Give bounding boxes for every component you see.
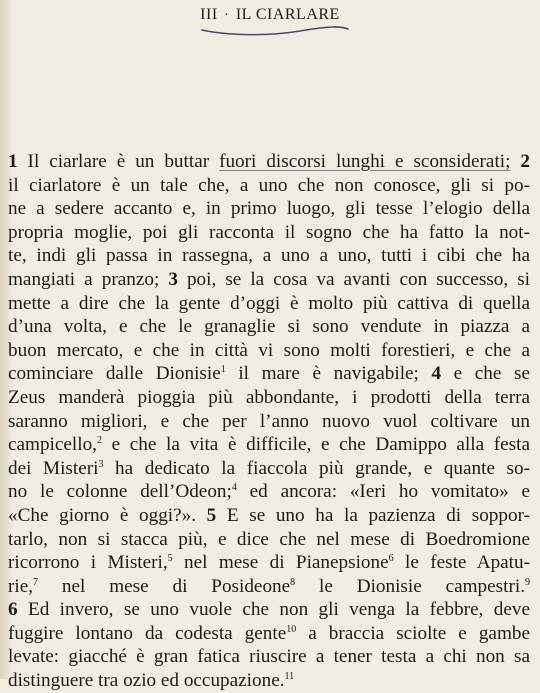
footnote-marker: 10 (286, 623, 297, 635)
text-segment: le feste Apatu- (393, 552, 530, 574)
text-segment: campicello, (8, 434, 97, 456)
text-line (8, 174, 530, 198)
text-segment: Zeus manderà pioggia più abbondante, i prodotti della terra (8, 386, 530, 408)
text-segment: te, indi gli passa in rassegna, a uno a uno, tutti i cibi che ha (8, 245, 530, 267)
text-segment: le Dionisie campestri. (295, 575, 525, 597)
text-segment: E se uno ha la pazienza di soppor- (216, 504, 530, 526)
text-line (8, 362, 530, 386)
text-segment: nel mese di Posideone (38, 575, 291, 597)
text-segment: nel mese di Pianepsione (172, 552, 389, 574)
text-segment: ne a sedere accanto e, in primo luogo, gli tesse l’elogio della (8, 198, 530, 220)
text-segment: il mare è navigabile; (225, 363, 432, 385)
text-segment: ricorrono i Misteri, (8, 552, 168, 574)
footnote-marker: 5 (167, 553, 173, 565)
text-segment: cominciare dalle Dionisie (8, 363, 221, 385)
text-line (8, 197, 530, 221)
section-number: 6 (8, 599, 18, 621)
text-segment: d’una volta, e che le granaglie si sono vendute in piazza a (8, 316, 530, 338)
text-segment: «Che giorno è oggi?». (8, 504, 207, 526)
header-separator: · (224, 8, 230, 23)
chapter-number: III (200, 6, 218, 23)
chapter-title: IL CIARLARE (235, 6, 340, 23)
footnote-marker: 1 (220, 364, 226, 376)
footnote-marker: 9 (525, 576, 530, 588)
text-line (8, 433, 530, 457)
text-line (8, 221, 530, 245)
text-segment (510, 151, 520, 172)
footnote-marker: 4 (231, 482, 237, 494)
section-number: 1 (8, 151, 18, 172)
text-segment: levate: giacché è gran fatica riuscire a tener testa a chi non sa (8, 646, 530, 668)
text-segment: mangiati a pranzo; (8, 268, 169, 290)
text-line (8, 645, 530, 669)
text-segment: Il ciarlare è un buttar (17, 151, 220, 172)
text-segment: distinguere tra ozio ed occupazione. (8, 670, 285, 692)
text-segment: ha dedicato la fiaccola più grande, e quante so- (103, 457, 530, 479)
text-line (8, 622, 530, 646)
footnote-marker: 3 (98, 458, 104, 470)
text-line (8, 292, 530, 316)
text-line (8, 457, 530, 481)
text-line (8, 339, 530, 363)
text-segment: e che la vita è difficile, e che Damippo alla festa (101, 434, 530, 456)
text-segment: a braccia sciolte e gambe (296, 622, 530, 644)
chapter-body-text (8, 150, 530, 693)
text-line (8, 150, 530, 174)
text-segment: e che se (441, 363, 530, 385)
footnote-marker: 7 (33, 576, 39, 588)
text-line (8, 268, 530, 292)
text-line (8, 575, 530, 599)
section-number: 5 (206, 504, 217, 526)
section-number: 3 (168, 268, 178, 290)
pen-underline-mark (200, 22, 350, 38)
text-segment: mette a dire che la gente d’oggi è molto più cattiva di quella (8, 292, 530, 314)
section-number: 2 (520, 151, 530, 172)
text-segment: dei Misteri (8, 457, 99, 479)
text-line (8, 244, 530, 268)
text-segment: tarlo, non si stacca più, e dice che nel mese di Boedromione (8, 528, 530, 550)
text-line (8, 410, 530, 434)
text-line (8, 315, 530, 339)
footnote-marker: 8 (290, 576, 296, 588)
footnote-marker: 2 (96, 435, 102, 447)
section-number: 4 (431, 363, 442, 385)
text-line (8, 598, 530, 622)
text-line (8, 504, 530, 528)
text-segment: fuggire lontano da codesta gente (8, 622, 287, 644)
text-segment: ed ancora: «Ieri ho vomitato» e (236, 481, 530, 503)
text-segment: poi, se la cosa va avanti con successo, si (177, 268, 530, 290)
text-segment: Ed invero, se uno vuole che non gli venga la febbre, deve (17, 599, 530, 621)
underlined-text: fuori discorsi lunghi e sconsiderati; (219, 151, 511, 172)
text-line (8, 528, 530, 552)
text-line (8, 551, 530, 575)
text-segment: saranno migliori, e che per l’anno nuovo vuol coltivare un (8, 410, 530, 432)
footnote-marker: 6 (388, 553, 394, 565)
text-segment: rie, (8, 575, 34, 597)
text-segment: il ciarlatore è un tale che, a uno che non conosce, gli si po- (8, 174, 530, 196)
text-segment: propria moglie, poi gli racconta il sogno che ha fatto la not- (8, 221, 530, 243)
text-segment: no le colonne dell’Odeon; (8, 481, 232, 503)
text-line (8, 480, 530, 504)
footnote-marker: 11 (284, 671, 295, 683)
text-line (8, 669, 530, 693)
text-segment: buon mercato, e che in città vi sono molti forestieri, e che a (8, 339, 530, 361)
text-line (8, 386, 530, 410)
